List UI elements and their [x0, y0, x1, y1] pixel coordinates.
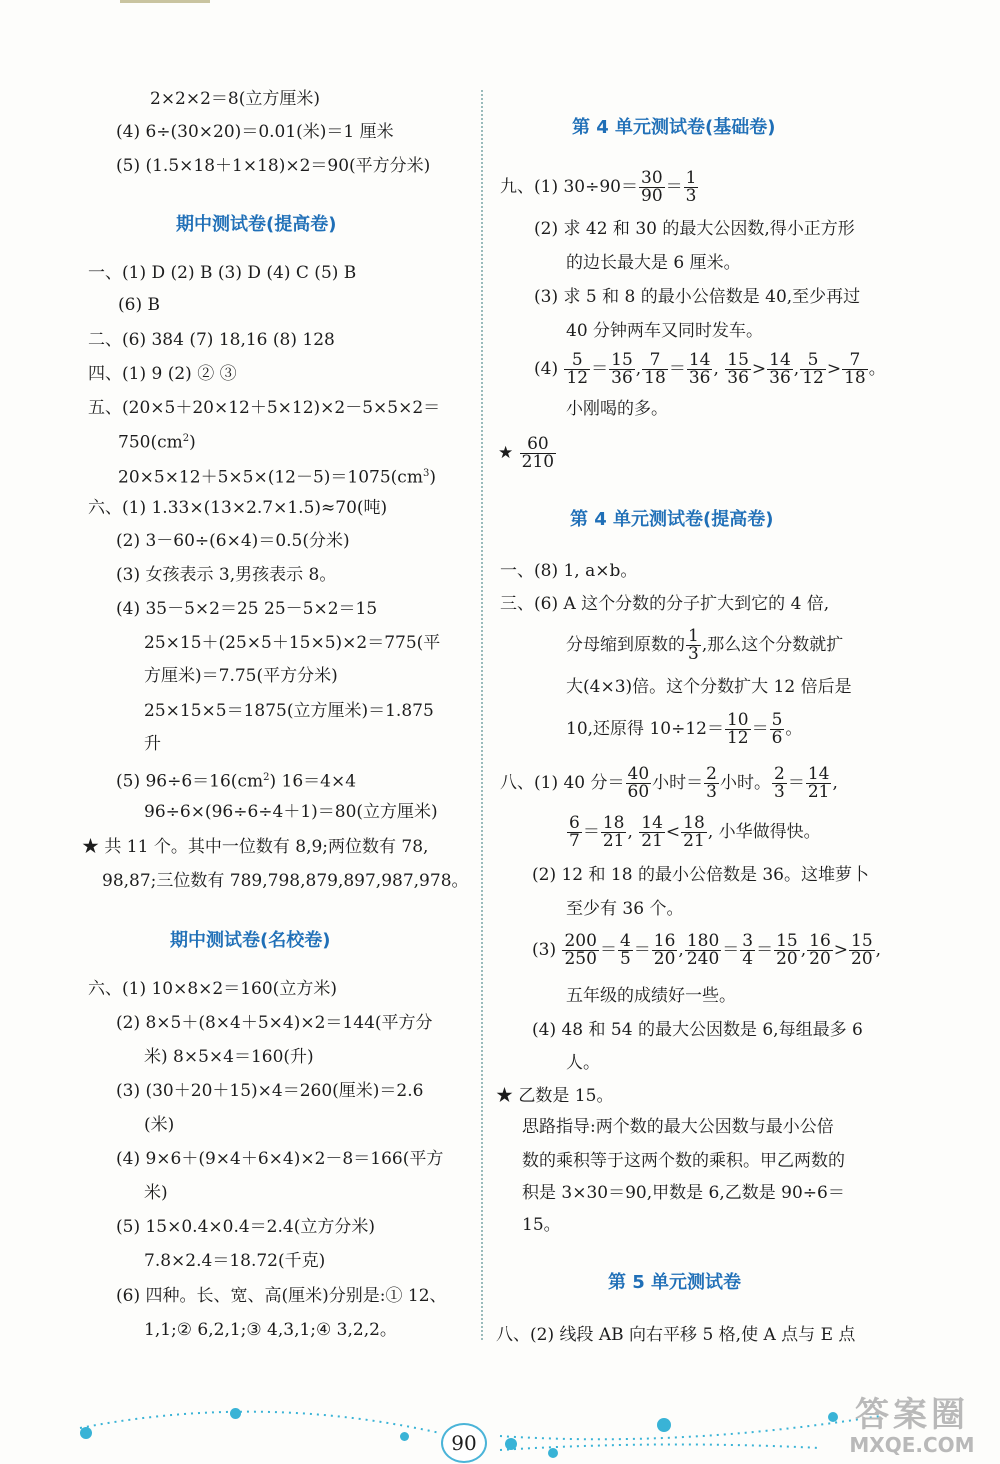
text-segment: ＝	[591, 359, 609, 379]
section-heading: 期中测试卷(名校卷)	[170, 930, 331, 951]
fraction-numerator: 200	[564, 931, 597, 951]
text-line: (3) 女孩表示 3,男孩表示 8。	[116, 565, 337, 585]
fraction-denominator: 20	[809, 949, 831, 969]
decorative-dot	[505, 1438, 517, 1450]
fraction-numerator: 1	[688, 626, 699, 646]
text-line: (5) 15×0.4×0.4＝2.4(立方分米)	[116, 1217, 375, 1237]
text-segment: >	[751, 359, 767, 379]
section-heading: 第 4 单元测试卷(提高卷)	[570, 509, 774, 530]
fraction-denominator: 90	[641, 186, 663, 206]
fraction-numerator: 15	[727, 350, 749, 370]
text-line: (5) (1.5×18＋1×18)×2＝90(平方分米)	[116, 156, 431, 176]
text-line	[566, 712, 802, 747]
fraction-numerator: 5	[800, 352, 826, 370]
decorative-dot	[548, 1448, 558, 1458]
fraction	[770, 712, 785, 747]
text-line: 一、(8) 1, a×b。	[500, 561, 638, 581]
fraction	[567, 815, 582, 850]
text-segment: ,	[793, 359, 800, 379]
fraction-denominator: 18	[844, 368, 866, 388]
fraction-denominator: 21	[683, 831, 705, 851]
text-segment: (3)	[532, 940, 562, 960]
fraction	[609, 352, 635, 387]
text-segment: <	[665, 822, 681, 842]
text-line: 积是 3×30＝90,甲数是 6,乙数是 90÷6＝	[522, 1183, 845, 1203]
text-line: 7.8×2.4＝18.72(千克)	[144, 1251, 326, 1271]
text-line: 思路指导:两个数的最大公因数与最小公倍	[522, 1117, 834, 1137]
text-line: 小刚喝的多。	[566, 399, 668, 419]
fraction-denominator: 20	[653, 949, 676, 969]
section-heading: 第 5 单元测试卷	[608, 1272, 742, 1293]
fraction-denominator: 4	[742, 949, 754, 969]
fraction-numerator: 16	[653, 931, 676, 951]
text-line: 二、(6) 384 (7) 18,16 (8) 128	[88, 330, 335, 350]
text-segment: ★	[498, 443, 519, 463]
top-edge-line	[120, 0, 210, 3]
fraction	[842, 352, 868, 387]
text-segment: 九、(1) 30÷90＝	[500, 177, 638, 197]
fraction	[618, 933, 633, 968]
text-line: (3) (30＋20＋15)×4＝260(厘米)＝2.6	[116, 1081, 424, 1101]
text-line: 96÷6×(96÷6÷4＋1)＝80(立方厘米)	[144, 802, 438, 822]
fraction	[642, 352, 668, 387]
text-segment: 20×5×12＋5×5×(12－5)＝1075(cm	[118, 467, 423, 488]
text-line: 一、(1) D (2) B (3) D (4) C (5) B	[88, 263, 357, 283]
text-line: 1,1;② 6,2,1;③ 4,3,1;④ 3,2,2。	[144, 1320, 397, 1340]
text-segment: 750(cm	[118, 432, 183, 453]
text-line: (4) 6÷(30×20)＝0.01(米)＝1 厘米	[116, 122, 394, 142]
text-segment: ＝	[722, 940, 740, 960]
fraction-numerator: 18	[602, 813, 625, 833]
text-segment: ＝	[668, 359, 686, 379]
text-segment: ＝	[756, 940, 774, 960]
text-line	[500, 170, 699, 205]
fraction-numerator: 180	[686, 931, 720, 951]
section-heading: 期中测试卷(提高卷)	[176, 214, 337, 235]
fraction-denominator: 12	[566, 368, 589, 388]
fraction	[849, 933, 875, 968]
text-line	[498, 436, 557, 471]
fraction-numerator: 60	[520, 436, 556, 454]
text-line: 25×15＋(25×5＋15×5)×2＝775(平	[144, 633, 441, 653]
fraction-denominator: 3	[688, 644, 699, 664]
fraction-numerator: 30	[641, 168, 663, 188]
text-line: 人。	[566, 1053, 600, 1073]
fraction	[685, 933, 721, 968]
fraction-denominator: 250	[564, 949, 597, 969]
text-segment: >	[833, 940, 849, 960]
text-line	[566, 815, 821, 850]
text-segment: 2	[182, 433, 190, 444]
fraction-numerator: 15	[611, 350, 633, 370]
text-segment: ,	[832, 773, 838, 793]
fraction	[639, 815, 665, 850]
fraction-numerator: 6	[569, 813, 580, 833]
fraction-numerator: 14	[641, 813, 663, 833]
text-line: 米)	[144, 1183, 168, 1203]
text-line: 八、(2) 线段 AB 向右平移 5 格,使 A 点与 E 点	[496, 1325, 856, 1345]
text-segment: ,	[635, 359, 642, 379]
fraction-denominator: 21	[807, 782, 830, 802]
fraction	[652, 933, 678, 968]
text-line: 98,87;三位数有 789,798,879,897,987,978。	[102, 871, 469, 891]
fraction-denominator: 21	[641, 831, 663, 851]
text-line: 升	[144, 734, 161, 754]
text-segment: ,	[875, 940, 882, 960]
fraction-denominator: 3	[706, 782, 717, 802]
text-line: 三、(6) A 这个分数的分子扩大到它的 4 倍,	[500, 594, 830, 614]
fraction-denominator: 12	[726, 728, 749, 748]
text-segment: ) 16＝4×4	[269, 771, 357, 792]
fraction-numerator: 16	[809, 931, 831, 951]
text-segment: ＝	[787, 773, 805, 793]
fraction-numerator: 7	[642, 352, 668, 370]
fraction-denominator: 6	[771, 728, 783, 748]
column-divider	[481, 90, 483, 1340]
decorative-dot	[230, 1408, 241, 1419]
footer-wave-decoration	[60, 1388, 940, 1458]
fraction-numerator: 15	[851, 931, 873, 951]
fraction-numerator: 4	[619, 931, 631, 951]
text-line: (6) 四种。长、宽、高(厘米)分别是:① 12、	[116, 1286, 447, 1306]
text-segment: >	[826, 359, 842, 379]
text-line: 2×2×2＝8(立方厘米)	[150, 89, 321, 109]
page-number: 90	[441, 1423, 487, 1463]
fraction-denominator: 36	[611, 368, 633, 388]
text-segment: ,	[800, 940, 807, 960]
text-line: (2) 8×5＋(8×4＋5×4)×2＝144(平方分	[116, 1013, 433, 1033]
text-segment: 3	[422, 468, 430, 479]
decorative-dot	[80, 1427, 92, 1439]
fraction	[740, 933, 755, 968]
text-line: 40 分钟两车又同时发车。	[566, 321, 764, 341]
text-line: 数的乘积等于这两个数的乘积。甲乙两数的	[522, 1151, 845, 1171]
fraction-denominator: 20	[851, 949, 873, 969]
text-segment: , 小华做得快。	[707, 822, 821, 842]
fraction-numerator: 1	[685, 168, 697, 188]
fraction	[704, 766, 719, 801]
fraction	[564, 352, 590, 387]
text-line: 方厘米)＝7.75(平方分米)	[144, 666, 338, 686]
fraction-denominator: 5	[619, 949, 631, 969]
text-segment: ＝	[751, 719, 769, 739]
text-line: (2) 3－60÷(6×4)＝0.5(分米)	[116, 531, 350, 551]
fraction-numerator: 2	[774, 764, 785, 784]
text-line: ★ 共 11 个。其中一位数有 8,9;两位数有 78,	[82, 837, 429, 857]
decorative-dot	[657, 1418, 671, 1432]
fraction-denominator: 3	[774, 782, 785, 802]
text-segment: 小时。	[720, 773, 771, 793]
text-line	[566, 628, 843, 663]
fraction-denominator: 36	[688, 368, 711, 388]
text-segment: )	[429, 467, 436, 488]
text-segment: 。	[785, 719, 803, 739]
fraction-numerator: 2	[706, 764, 717, 784]
fraction	[772, 766, 787, 801]
text-line: 的边长最大是 6 厘米。	[566, 253, 741, 273]
text-line	[532, 933, 881, 968]
text-segment: 10,还原得 10÷12＝	[566, 719, 724, 739]
fraction-numerator: 14	[769, 350, 791, 370]
fraction	[767, 352, 793, 387]
text-segment: 分母缩到原数的	[566, 635, 685, 655]
text-line: (2) 12 和 18 的最小公倍数是 36。这堆萝卜	[532, 865, 869, 885]
text-line: 25×15×5＝1875(立方厘米)＝1.875	[144, 701, 434, 721]
fraction	[725, 712, 751, 747]
text-line	[116, 767, 356, 793]
text-line: (4) 35－5×2＝25 25－5×2＝15	[116, 599, 378, 619]
text-line	[500, 766, 838, 801]
fraction	[806, 766, 832, 801]
fraction-numerator: 40	[627, 764, 650, 784]
text-line: 米) 8×5×4＝160(升)	[144, 1047, 314, 1067]
watermark-logo: 答案圈 MXQE.COM	[849, 1395, 975, 1457]
fraction	[800, 352, 826, 387]
text-line	[118, 428, 196, 454]
text-segment: ,那么这个分数就扩	[701, 635, 844, 655]
fraction-numerator: 14	[807, 764, 830, 784]
fraction-numerator: 3	[742, 931, 754, 951]
text-segment: 八、(1) 40 分＝	[500, 773, 625, 793]
text-line: (米)	[144, 1115, 175, 1135]
text-line: (2) 求 42 和 30 的最大公因数,得小正方形	[534, 219, 855, 239]
fraction-denominator: 240	[686, 949, 720, 969]
fraction-denominator: 7	[569, 831, 580, 851]
text-line: 六、(1) 1.33×(13×2.7×1.5)≈70(吨)	[88, 498, 388, 518]
text-segment: ,	[627, 822, 639, 842]
text-segment: (4)	[534, 359, 564, 379]
fraction-denominator: 210	[521, 452, 555, 472]
fraction	[774, 933, 800, 968]
text-segment: 。	[868, 359, 886, 379]
fraction-numerator: 5	[771, 710, 783, 730]
fraction	[639, 170, 665, 205]
fraction	[687, 352, 713, 387]
text-line: 六、(1) 10×8×2＝160(立方米)	[88, 979, 337, 999]
fraction	[684, 170, 699, 205]
text-line: 至少有 36 个。	[566, 899, 684, 919]
fraction-numerator: 10	[726, 710, 749, 730]
text-line: (4) 48 和 54 的最大公因数是 6,每组最多 6	[532, 1020, 863, 1040]
text-segment: (5) 96÷6＝16(cm	[116, 771, 264, 792]
decorative-dot	[400, 1432, 409, 1441]
text-segment: )	[189, 432, 196, 453]
fraction	[562, 933, 598, 968]
section-heading: 第 4 单元测试卷(基础卷)	[572, 117, 776, 138]
fraction-numerator: 7	[842, 352, 868, 370]
fraction-denominator: 18	[644, 368, 666, 388]
fraction-numerator: 15	[776, 931, 798, 951]
fraction-numerator: 5	[564, 352, 590, 370]
fraction-denominator: 3	[685, 186, 697, 206]
text-line: 15。	[522, 1215, 561, 1235]
text-line	[118, 463, 436, 489]
text-segment: ＝	[582, 822, 600, 842]
text-line: 五、(20×5＋20×12＋5×12)×2－5×5×2＝	[88, 398, 441, 418]
text-line	[534, 352, 886, 387]
fraction	[520, 436, 556, 471]
text-segment: ＝	[599, 940, 617, 960]
text-segment: 2	[263, 772, 270, 783]
text-line: (6) B	[118, 295, 160, 315]
text-segment: ,	[678, 940, 684, 960]
fraction-denominator: 21	[602, 831, 625, 851]
fraction-denominator: 12	[802, 368, 824, 388]
fraction-denominator: 60	[627, 782, 650, 802]
text-line: 四、(1) 9 (2) ② ③	[88, 364, 237, 384]
fraction-numerator: 14	[688, 350, 711, 370]
fraction-numerator: 18	[683, 813, 705, 833]
fraction	[626, 766, 652, 801]
fraction	[601, 815, 627, 850]
text-line: (3) 求 5 和 8 的最小公倍数是 40,至少再过	[534, 287, 861, 307]
fraction-denominator: 36	[769, 368, 791, 388]
text-segment: ＝	[665, 177, 683, 197]
text-line: 大(4×3)倍。这个分数扩大 12 倍后是	[566, 677, 852, 697]
fraction-denominator: 20	[776, 949, 798, 969]
fraction	[807, 933, 833, 968]
fraction-denominator: 36	[727, 368, 749, 388]
text-line: (4) 9×6＋(9×4＋6×4)×2－8＝166(平方	[116, 1149, 444, 1169]
fraction	[725, 352, 751, 387]
text-segment: 小时＝	[652, 773, 704, 793]
text-segment: ,	[713, 359, 725, 379]
fraction	[686, 628, 701, 663]
text-line: 五年级的成绩好一些。	[566, 986, 736, 1006]
text-line: ★ 乙数是 15。	[496, 1086, 614, 1106]
text-segment: ＝	[633, 940, 651, 960]
fraction	[681, 815, 707, 850]
